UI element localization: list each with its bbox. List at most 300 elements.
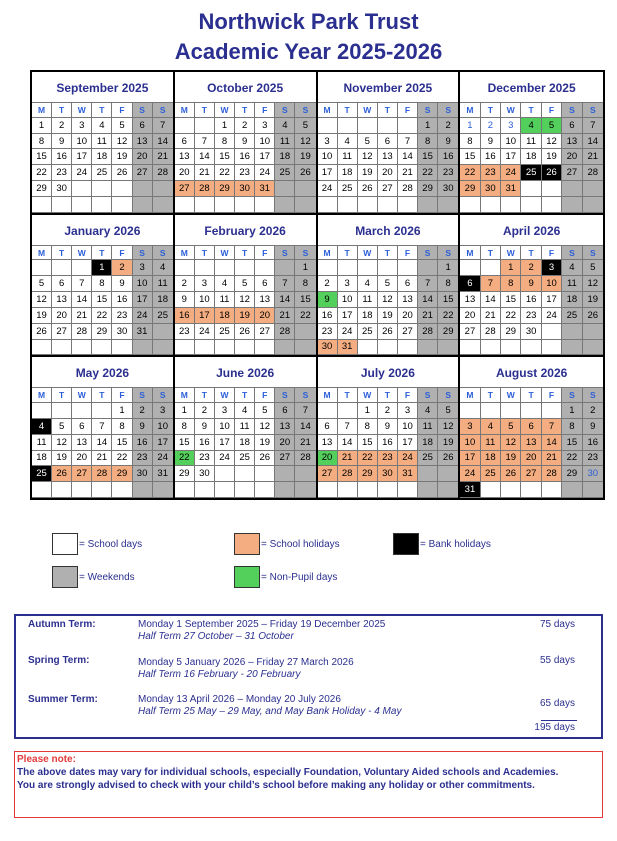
month-days-grid <box>460 102 603 213</box>
empty-cell <box>92 482 112 498</box>
day-cell: 2 <box>481 118 501 134</box>
day-cell: 2 <box>133 403 153 419</box>
day-header: W <box>358 102 378 118</box>
day-header: T <box>92 102 112 118</box>
month-title: August 2026 <box>495 366 568 381</box>
month-june-2026 <box>175 357 318 498</box>
day-cell: 26 <box>438 451 458 467</box>
day-cell: 18 <box>418 435 438 451</box>
day-header: T <box>521 387 541 403</box>
day-cell: 3 <box>338 276 358 292</box>
day-cell: 7 <box>418 276 438 292</box>
day-cell: 4 <box>153 260 173 276</box>
day-cell: 26 <box>52 466 72 482</box>
day-header: S <box>153 102 173 118</box>
empty-cell <box>195 197 215 213</box>
day-cell: 13 <box>175 149 195 165</box>
empty-cell <box>460 403 480 419</box>
day-cell: 24 <box>215 451 235 467</box>
day-cell: 30 <box>235 181 255 197</box>
empty-cell <box>133 340 153 356</box>
day-cell: 17 <box>338 308 358 324</box>
school-days-swatch <box>52 533 78 555</box>
empty-cell <box>481 197 501 213</box>
empty-cell <box>52 403 72 419</box>
day-cell: 23 <box>235 165 255 181</box>
empty-cell <box>521 482 541 498</box>
day-cell: 29 <box>215 181 235 197</box>
day-cell: 24 <box>542 308 562 324</box>
day-cell: 21 <box>583 149 603 165</box>
empty-cell <box>378 118 398 134</box>
empty-cell <box>378 340 398 356</box>
day-cell: 27 <box>378 181 398 197</box>
day-cell: 27 <box>318 466 338 482</box>
day-cell: 25 <box>215 324 235 340</box>
day-cell: 2 <box>583 403 603 419</box>
empty-cell <box>275 340 295 356</box>
empty-cell <box>318 118 338 134</box>
empty-cell <box>215 466 235 482</box>
day-cell: 22 <box>215 165 235 181</box>
empty-cell <box>378 482 398 498</box>
empty-cell <box>295 197 315 213</box>
day-cell: 21 <box>418 308 438 324</box>
empty-cell <box>562 181 582 197</box>
key-school-holidays-label: = School holidays <box>261 538 340 550</box>
empty-cell <box>255 482 275 498</box>
day-cell: 8 <box>358 419 378 435</box>
empty-cell <box>32 403 52 419</box>
day-cell: 18 <box>521 149 541 165</box>
day-cell: 16 <box>378 435 398 451</box>
empty-cell <box>562 197 582 213</box>
day-cell: 25 <box>275 165 295 181</box>
day-cell: 20 <box>133 149 153 165</box>
day-cell: 7 <box>72 276 92 292</box>
empty-cell <box>318 403 338 419</box>
day-cell: 29 <box>418 181 438 197</box>
day-cell: 24 <box>133 308 153 324</box>
day-cell: 7 <box>338 419 358 435</box>
day-cell: 8 <box>418 134 438 150</box>
empty-cell <box>378 197 398 213</box>
day-cell: 6 <box>562 118 582 134</box>
day-cell: 15 <box>175 435 195 451</box>
day-cell: 4 <box>215 276 235 292</box>
day-cell: 20 <box>52 308 72 324</box>
empty-cell <box>32 482 52 498</box>
day-header: W <box>215 387 235 403</box>
day-cell: 4 <box>275 118 295 134</box>
empty-cell <box>338 118 358 134</box>
day-cell: 15 <box>32 149 52 165</box>
day-header: T <box>338 387 358 403</box>
key-school-holidays <box>234 533 340 555</box>
empty-cell <box>112 181 132 197</box>
day-cell: 22 <box>112 451 132 467</box>
day-header: W <box>72 102 92 118</box>
calendar-grid <box>30 70 605 500</box>
empty-cell <box>215 482 235 498</box>
day-cell: 10 <box>542 276 562 292</box>
day-cell: 12 <box>295 134 315 150</box>
day-cell: 18 <box>153 292 173 308</box>
day-cell: 3 <box>215 403 235 419</box>
day-cell: 28 <box>418 324 438 340</box>
day-cell: 20 <box>521 451 541 467</box>
day-cell: 30 <box>318 340 338 356</box>
day-header: F <box>112 102 132 118</box>
day-cell: 16 <box>521 292 541 308</box>
day-cell: 23 <box>378 451 398 467</box>
day-cell: 13 <box>52 292 72 308</box>
day-cell: 26 <box>501 466 521 482</box>
day-header: F <box>398 387 418 403</box>
day-cell: 28 <box>583 165 603 181</box>
day-cell: 25 <box>32 466 52 482</box>
day-cell: 13 <box>460 292 480 308</box>
day-cell: 8 <box>92 276 112 292</box>
day-cell: 3 <box>398 403 418 419</box>
empty-cell <box>501 340 521 356</box>
day-cell: 27 <box>562 165 582 181</box>
month-days-grid <box>32 387 173 498</box>
day-cell: 1 <box>112 403 132 419</box>
day-cell: 7 <box>195 134 215 150</box>
day-cell: 2 <box>235 118 255 134</box>
day-cell: 4 <box>235 403 255 419</box>
day-cell: 15 <box>92 292 112 308</box>
day-cell: 7 <box>398 134 418 150</box>
day-cell: 29 <box>112 466 132 482</box>
autumn-term-label: Autumn Term: <box>28 619 96 630</box>
day-cell: 2 <box>378 403 398 419</box>
day-header: W <box>72 387 92 403</box>
day-cell: 27 <box>175 181 195 197</box>
day-header: W <box>501 245 521 261</box>
key-non-pupil-days <box>234 566 337 588</box>
empty-cell <box>133 181 153 197</box>
empty-cell <box>358 197 378 213</box>
day-cell: 11 <box>562 276 582 292</box>
empty-cell <box>275 197 295 213</box>
empty-cell <box>72 260 92 276</box>
day-cell: 28 <box>72 324 92 340</box>
empty-cell <box>295 466 315 482</box>
empty-cell <box>418 482 438 498</box>
day-cell: 25 <box>481 466 501 482</box>
summer-term-days: 65 days <box>539 698 575 709</box>
day-cell: 9 <box>195 419 215 435</box>
day-cell: 29 <box>175 466 195 482</box>
day-cell: 23 <box>195 451 215 467</box>
empty-cell <box>542 340 562 356</box>
day-cell: 13 <box>398 292 418 308</box>
month-days-grid <box>32 102 173 213</box>
day-cell: 14 <box>418 292 438 308</box>
day-header: S <box>583 102 603 118</box>
day-cell: 25 <box>92 165 112 181</box>
day-cell: 16 <box>112 292 132 308</box>
day-header: F <box>255 387 275 403</box>
day-cell: 14 <box>92 435 112 451</box>
day-cell: 6 <box>318 419 338 435</box>
day-cell: 19 <box>358 165 378 181</box>
day-cell: 13 <box>318 435 338 451</box>
day-cell: 20 <box>255 308 275 324</box>
day-cell: 4 <box>521 118 541 134</box>
day-cell: 14 <box>398 149 418 165</box>
day-cell: 5 <box>32 276 52 292</box>
day-cell: 21 <box>153 149 173 165</box>
day-cell: 11 <box>481 435 501 451</box>
day-cell: 21 <box>542 451 562 467</box>
day-cell: 24 <box>153 451 173 467</box>
day-header: S <box>275 245 295 261</box>
day-cell: 28 <box>295 451 315 467</box>
empty-cell <box>175 340 195 356</box>
total-divider <box>541 720 577 721</box>
key-weekends <box>52 566 135 588</box>
day-cell: 30 <box>112 324 132 340</box>
day-cell: 2 <box>52 118 72 134</box>
month-days-grid <box>460 387 603 498</box>
day-cell: 17 <box>72 149 92 165</box>
empty-cell <box>153 181 173 197</box>
day-cell: 31 <box>338 340 358 356</box>
autumn-term-days: 75 days <box>539 619 575 630</box>
day-header: M <box>32 102 52 118</box>
day-cell: 22 <box>175 451 195 467</box>
empty-cell <box>133 197 153 213</box>
page-subtitle: Academic Year 2025-2026 <box>174 39 443 64</box>
day-cell: 19 <box>378 308 398 324</box>
day-header: F <box>398 245 418 261</box>
day-cell: 10 <box>338 292 358 308</box>
empty-cell <box>438 197 458 213</box>
day-cell: 18 <box>275 149 295 165</box>
empty-cell <box>583 482 603 498</box>
day-header: T <box>52 245 72 261</box>
day-header: S <box>295 387 315 403</box>
day-cell: 4 <box>562 260 582 276</box>
day-header: S <box>275 102 295 118</box>
day-cell: 1 <box>501 260 521 276</box>
day-cell: 22 <box>295 308 315 324</box>
empty-cell <box>418 197 438 213</box>
day-header: S <box>133 387 153 403</box>
empty-cell <box>153 197 173 213</box>
empty-cell <box>72 340 92 356</box>
day-cell: 4 <box>92 118 112 134</box>
day-cell: 25 <box>338 181 358 197</box>
day-cell: 9 <box>235 134 255 150</box>
day-cell: 6 <box>175 134 195 150</box>
day-cell: 10 <box>501 134 521 150</box>
day-cell: 26 <box>32 324 52 340</box>
day-cell: 28 <box>275 324 295 340</box>
day-cell: 14 <box>542 435 562 451</box>
spring-half-term: Half Term 16 February - 20 February <box>138 669 301 680</box>
month-august-2026 <box>460 357 603 498</box>
day-cell: 26 <box>295 165 315 181</box>
day-cell: 17 <box>133 292 153 308</box>
empty-cell <box>72 403 92 419</box>
day-cell: 23 <box>52 165 72 181</box>
empty-cell <box>72 197 92 213</box>
day-cell: 7 <box>92 419 112 435</box>
day-cell: 31 <box>255 181 275 197</box>
day-cell: 30 <box>195 466 215 482</box>
day-header: T <box>235 387 255 403</box>
empty-cell <box>195 482 215 498</box>
day-cell: 28 <box>195 181 215 197</box>
day-cell: 29 <box>460 181 480 197</box>
month-march-2026 <box>318 215 461 358</box>
day-cell: 1 <box>175 403 195 419</box>
day-cell: 1 <box>460 118 480 134</box>
day-cell: 14 <box>338 435 358 451</box>
empty-cell <box>112 482 132 498</box>
day-cell: 30 <box>481 181 501 197</box>
day-header: F <box>255 102 275 118</box>
day-cell: 1 <box>32 118 52 134</box>
empty-cell <box>481 403 501 419</box>
day-header: S <box>275 387 295 403</box>
empty-cell <box>175 118 195 134</box>
day-cell: 25 <box>521 165 541 181</box>
day-cell: 15 <box>358 435 378 451</box>
key-weekends-label: = Weekends <box>79 571 135 583</box>
day-header: W <box>215 102 235 118</box>
day-header: M <box>318 102 338 118</box>
empty-cell <box>235 340 255 356</box>
day-header: S <box>562 387 582 403</box>
day-cell: 2 <box>175 276 195 292</box>
school-holidays-swatch <box>234 533 260 555</box>
day-cell: 11 <box>32 435 52 451</box>
day-cell: 8 <box>562 419 582 435</box>
day-cell: 12 <box>438 419 458 435</box>
day-header: T <box>195 245 215 261</box>
day-cell: 30 <box>378 466 398 482</box>
key-bank-holidays-label: = Bank holidays <box>420 538 491 550</box>
day-cell: 13 <box>275 419 295 435</box>
day-cell: 1 <box>418 118 438 134</box>
day-header: S <box>438 245 458 261</box>
day-cell: 31 <box>398 466 418 482</box>
day-cell: 14 <box>481 292 501 308</box>
note-title: Please note: <box>17 754 76 765</box>
day-header: S <box>295 245 315 261</box>
month-october-2025 <box>175 72 318 215</box>
day-cell: 18 <box>32 451 52 467</box>
day-cell: 5 <box>542 118 562 134</box>
day-cell: 6 <box>133 118 153 134</box>
day-cell: 4 <box>481 419 501 435</box>
day-header: W <box>358 245 378 261</box>
day-cell: 22 <box>358 451 378 467</box>
day-cell: 3 <box>72 118 92 134</box>
day-cell: 6 <box>275 403 295 419</box>
day-cell: 1 <box>562 403 582 419</box>
day-cell: 19 <box>32 308 52 324</box>
empty-cell <box>112 340 132 356</box>
empty-cell <box>112 197 132 213</box>
day-cell: 22 <box>460 165 480 181</box>
day-cell: 30 <box>52 181 72 197</box>
day-cell: 12 <box>358 149 378 165</box>
day-header: M <box>460 102 480 118</box>
day-cell: 21 <box>275 308 295 324</box>
day-cell: 18 <box>358 308 378 324</box>
day-cell: 11 <box>338 149 358 165</box>
day-cell: 20 <box>275 435 295 451</box>
day-header: S <box>133 102 153 118</box>
empty-cell <box>398 260 418 276</box>
day-header: T <box>338 102 358 118</box>
empty-cell <box>52 260 72 276</box>
day-cell: 4 <box>32 419 52 435</box>
day-cell: 9 <box>438 134 458 150</box>
day-header: M <box>175 387 195 403</box>
day-cell: 3 <box>501 118 521 134</box>
day-cell: 27 <box>255 324 275 340</box>
day-header: F <box>542 387 562 403</box>
day-cell: 23 <box>112 308 132 324</box>
day-cell: 12 <box>501 435 521 451</box>
empty-cell <box>542 482 562 498</box>
day-cell: 4 <box>418 403 438 419</box>
empty-cell <box>92 340 112 356</box>
day-cell: 18 <box>562 292 582 308</box>
day-header: W <box>215 245 235 261</box>
day-cell: 11 <box>153 276 173 292</box>
day-cell: 7 <box>542 419 562 435</box>
month-days-grid <box>32 245 173 356</box>
day-cell: 21 <box>481 308 501 324</box>
day-cell: 17 <box>255 149 275 165</box>
day-cell: 16 <box>438 149 458 165</box>
day-cell: 23 <box>175 324 195 340</box>
empty-cell <box>32 197 52 213</box>
empty-cell <box>153 340 173 356</box>
month-title: September 2025 <box>56 81 149 95</box>
day-cell: 13 <box>255 292 275 308</box>
day-header: M <box>32 245 52 261</box>
day-header: F <box>542 102 562 118</box>
day-cell: 6 <box>398 276 418 292</box>
day-cell: 9 <box>583 419 603 435</box>
day-cell: 28 <box>153 165 173 181</box>
day-header: T <box>378 245 398 261</box>
spring-term-label: Spring Term: <box>28 655 90 666</box>
empty-cell <box>438 482 458 498</box>
day-cell: 17 <box>542 292 562 308</box>
empty-cell <box>460 197 480 213</box>
day-header: T <box>481 245 501 261</box>
day-cell: 20 <box>72 451 92 467</box>
day-cell: 21 <box>72 308 92 324</box>
day-cell: 7 <box>295 403 315 419</box>
empty-cell <box>338 197 358 213</box>
summer-term-label: Summer Term: <box>28 694 98 705</box>
empty-cell <box>195 340 215 356</box>
empty-cell <box>195 260 215 276</box>
day-cell: 11 <box>215 292 235 308</box>
day-cell: 20 <box>175 165 195 181</box>
